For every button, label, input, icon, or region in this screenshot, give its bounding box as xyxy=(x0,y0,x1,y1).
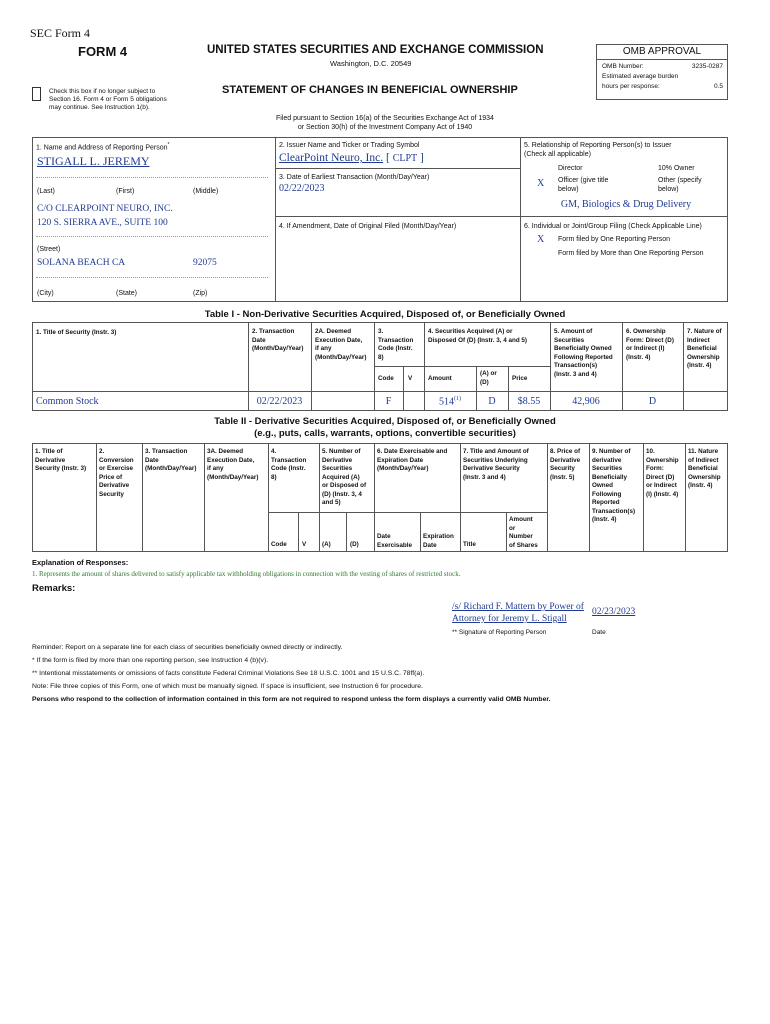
more-reporting-persons-option: Form filed by More than One Reporting Person xyxy=(558,250,704,257)
t1-col-title-of-security: 1. Title of Security (Instr. 3) xyxy=(36,329,117,336)
t1-row-form: D xyxy=(648,396,657,407)
omb-notice: Persons who respond to the collection of information contained in this form are not required to respond unless the form displays a currently valid OMB Number. xyxy=(32,696,551,703)
t2-sub-date-exercisable: Date Exercisable xyxy=(377,533,413,549)
last-label: (Last) xyxy=(37,188,55,195)
omb-approval-box xyxy=(596,44,728,100)
t1-col-ownership-form: 6. Ownership Form: Direct (D) or Indirect (I) (Instr. 4) xyxy=(626,328,674,361)
t1-row-owned: 42,906 xyxy=(572,396,600,407)
one-person-check-mark[interactable]: X xyxy=(537,234,545,245)
city-state-value: SOLANA BEACH CA xyxy=(37,258,126,268)
director-option: Director xyxy=(558,165,583,172)
officer-check-mark[interactable]: X xyxy=(537,178,545,189)
middle-label: (Middle) xyxy=(193,188,219,195)
box5-label: 5. Relationship of Reporting Person(s) to Issuer (Check all applicable) xyxy=(524,142,672,158)
t1-sub-price: Price xyxy=(512,375,528,382)
t2-col-title-derivative: 1. Title of Derivative Security (Instr. 3) xyxy=(35,448,87,472)
t1-sub-a-or-d: (A) or (D) xyxy=(480,370,497,386)
table1-title: Table I - Non-Derivative Securities Acquired, Disposed of, or Beneficially Owned xyxy=(204,309,566,320)
t2-sub-v: V xyxy=(302,541,307,548)
issuer-name-ticker: ClearPoint Neuro, Inc. [ CLPT ] xyxy=(279,152,424,164)
no-longer-subject-checkbox[interactable] xyxy=(32,87,41,101)
reminder-2: * If the form is filed by more than one reporting person, see Instruction 4 (b)(v). xyxy=(32,657,269,664)
reporting-address: C/O CLEARPOINT NEURO, INC. 120 S. SIERRA AVE., SUITE 100 xyxy=(37,204,173,228)
commission-title: UNITED STATES SECURITIES AND EXCHANGE COMMISSION xyxy=(207,44,544,56)
officer-option: Officer (give title below) xyxy=(558,177,609,193)
t1-col-amount-owned: 5. Amount of Securities Beneficially Owned Following Reported Transaction(s) (Instr. 3 and 4) xyxy=(554,328,613,378)
t2-col-conversion-price: 2. Conversion or Exercise Price of Derivative Security xyxy=(99,448,134,498)
t2-col-deemed-execution: 3A. Deemed Execution Date, if any (Month/Day/Year) xyxy=(207,448,259,481)
zip-value: 92075 xyxy=(193,258,217,268)
t2-col-title-amount: 7. Title and Amount of Securities Underlying Derivative Security (Instr. 3 and 4) xyxy=(463,448,529,481)
box2-label: 2. Issuer Name and Ticker or Trading Symbol xyxy=(279,142,420,149)
t1-row-code: F xyxy=(385,396,392,407)
omb-hours-label: hours per response: xyxy=(602,83,660,90)
filed-pursuant: Filed pursuant to Section 16(a) of the Securities Exchange Act of 1934 or Section 30(h) of the Investment Company Act of 1940 xyxy=(276,115,494,131)
t2-sub-amount-shares: Amount or Number of Shares xyxy=(509,516,538,549)
t1-row-a-or-d: D xyxy=(488,396,496,407)
t2-col-price-derivative: 8. Price of Derivative Security (Instr. 5) xyxy=(550,448,581,481)
t2-col-transaction-code: 4. Transaction Code (Instr. 8) xyxy=(271,448,307,481)
t2-col-date-exercisable: 6. Date Exercisable and Expiration Date (Month/Day/Year) xyxy=(377,448,448,472)
remarks-heading: Remarks: xyxy=(32,583,76,594)
reminder-1: Reminder: Report on a separate line for each class of securities beneficially owned directly or indirectly. xyxy=(32,644,343,651)
omb-number-label: OMB Number: xyxy=(602,63,644,70)
omb-title: OMB APPROVAL xyxy=(597,45,727,60)
reminder-4: Note: File three copies of this Form, one of which must be manually signed. If space is insufficient, see Instruction 6 for procedure. xyxy=(32,683,423,690)
commission-location: Washington, D.C. 20549 xyxy=(330,59,412,68)
zip-label: (Zip) xyxy=(193,290,208,297)
t2-sub-a: (A) xyxy=(322,541,331,548)
earliest-transaction-date: 02/22/2023 xyxy=(279,183,325,194)
state-label: (State) xyxy=(116,290,138,297)
city-label: (City) xyxy=(37,290,54,297)
footnote-1: 1. Represents the amount of shares delivered to satisfy applicable tax withholding obligations in connection with the vesting of shares of restricted stock. xyxy=(32,570,461,578)
t2-sub-title: Title xyxy=(463,541,476,548)
t1-sub-code: Code xyxy=(378,375,394,382)
t1-row-footnote[interactable]: (1) xyxy=(454,396,461,402)
t2-col-number-derivative: 5. Number of Derivative Securities Acquired (A) or Disposed of (D) (Instr. 3, 4 and 5) xyxy=(322,448,367,506)
signature: /s/ Richard F. Mattern by Power of Attorney for Jeremy L. Stigall xyxy=(452,602,584,624)
explanation-heading: Explanation of Responses: xyxy=(32,558,129,567)
reporting-person-name[interactable]: STIGALL L. JEREMY xyxy=(37,154,150,168)
t2-col-number-owned: 9. Number of derivative Securities Beneficially Owned Following Reported Transaction(s) (Instr. 4) xyxy=(592,448,636,523)
omb-burden-label: Estimated average burden xyxy=(602,73,679,80)
t1-sub-amount: Amount xyxy=(428,375,452,382)
ticker-symbol: CLPT xyxy=(392,153,418,164)
box4-label: 4. If Amendment, Date of Original Filed (Month/Day/Year) xyxy=(279,223,457,230)
officer-title: GM, Biologics & Drug Delivery xyxy=(560,199,692,210)
form-title: FORM 4 xyxy=(78,44,128,59)
table2-title: Table II - Derivative Securities Acquired, Disposed of, or Beneficially Owned (e.g., puts, calls, warrants, options, convertible securities) xyxy=(214,416,556,439)
signature-date: 02/23/2023 xyxy=(592,607,636,617)
omb-number: 3235-0287 xyxy=(691,63,723,70)
t2-sub-d: (D) xyxy=(350,541,359,548)
box1-label: 1. Name and Address of Reporting Person* xyxy=(36,142,170,152)
one-reporting-person-option: Form filed by One Reporting Person xyxy=(558,236,671,243)
signature-label: ** Signature of Reporting Person xyxy=(452,629,547,636)
t1-row-date: 02/22/2023 xyxy=(256,396,303,407)
reminder-3: ** Intentional misstatements or omissions of facts constitute Federal Criminal Violations See 18 U.S.C. 1001 and 15 U.S.C. 78ff(a). xyxy=(32,670,425,677)
t2-col-ownership-form: 10. Ownership Form: Direct (D) or Indirect (I) (Instr. 4) xyxy=(646,448,679,498)
t1-col-transaction-code: 3. Transaction Code (Instr. 8) xyxy=(378,328,414,361)
t2-sub-expiration: Expiration Date xyxy=(423,533,454,549)
issuer-name[interactable]: ClearPoint Neuro, Inc. xyxy=(279,152,384,164)
t2-col-transaction-date: 3. Transaction Date (Month/Day/Year) xyxy=(145,448,197,472)
date-label: Date xyxy=(592,629,606,636)
omb-hours: 0.5 xyxy=(713,83,723,90)
t1-col-transaction-date: 2. Transaction Date (Month/Day/Year) xyxy=(252,328,304,352)
first-label: (First) xyxy=(116,188,135,195)
street-label: (Street) xyxy=(37,246,61,253)
t2-col-nature-indirect: 11. Nature of Indirect Beneficial Ownership (Instr. 4) xyxy=(688,448,721,489)
other-option: Other (specify below) xyxy=(658,177,702,193)
box6-label: 6. Individual or Joint/Group Filing (Check Applicable Line) xyxy=(524,223,702,230)
t1-row-amount: 514$^{(1)}$ xyxy=(439,396,461,408)
reminder-notes xyxy=(32,641,551,706)
t1-col-securities-acquired: 4. Securities Acquired (A) or Disposed Of (D) (Instr. 3, 4 and 5) xyxy=(428,328,528,344)
statement-title: STATEMENT OF CHANGES IN BENEFICIAL OWNERSHIP xyxy=(222,84,518,96)
t1-row-price: $8.55 xyxy=(517,396,541,407)
ten-percent-owner-option: 10% Owner xyxy=(658,165,695,172)
t2-sub-code: Code xyxy=(271,541,287,548)
t1-col-deemed-execution: 2A. Deemed Execution Date, if any (Month/Day/Year) xyxy=(315,328,367,361)
t1-col-nature-indirect: 7. Nature of Indirect Beneficial Ownership (Instr. 4) xyxy=(687,328,722,369)
sec-form-label: SEC Form 4 xyxy=(30,26,91,40)
box3-label: 3. Date of Earliest Transaction (Month/Day/Year) xyxy=(279,174,430,181)
t1-sub-v: V xyxy=(408,375,413,382)
checkbox-instructions: Check this box if no longer subject to Section 16. Form 4 or Form 5 obligations may continue. See Instruction 1(b). xyxy=(49,88,167,111)
t1-row-security: Common Stock xyxy=(36,396,99,407)
